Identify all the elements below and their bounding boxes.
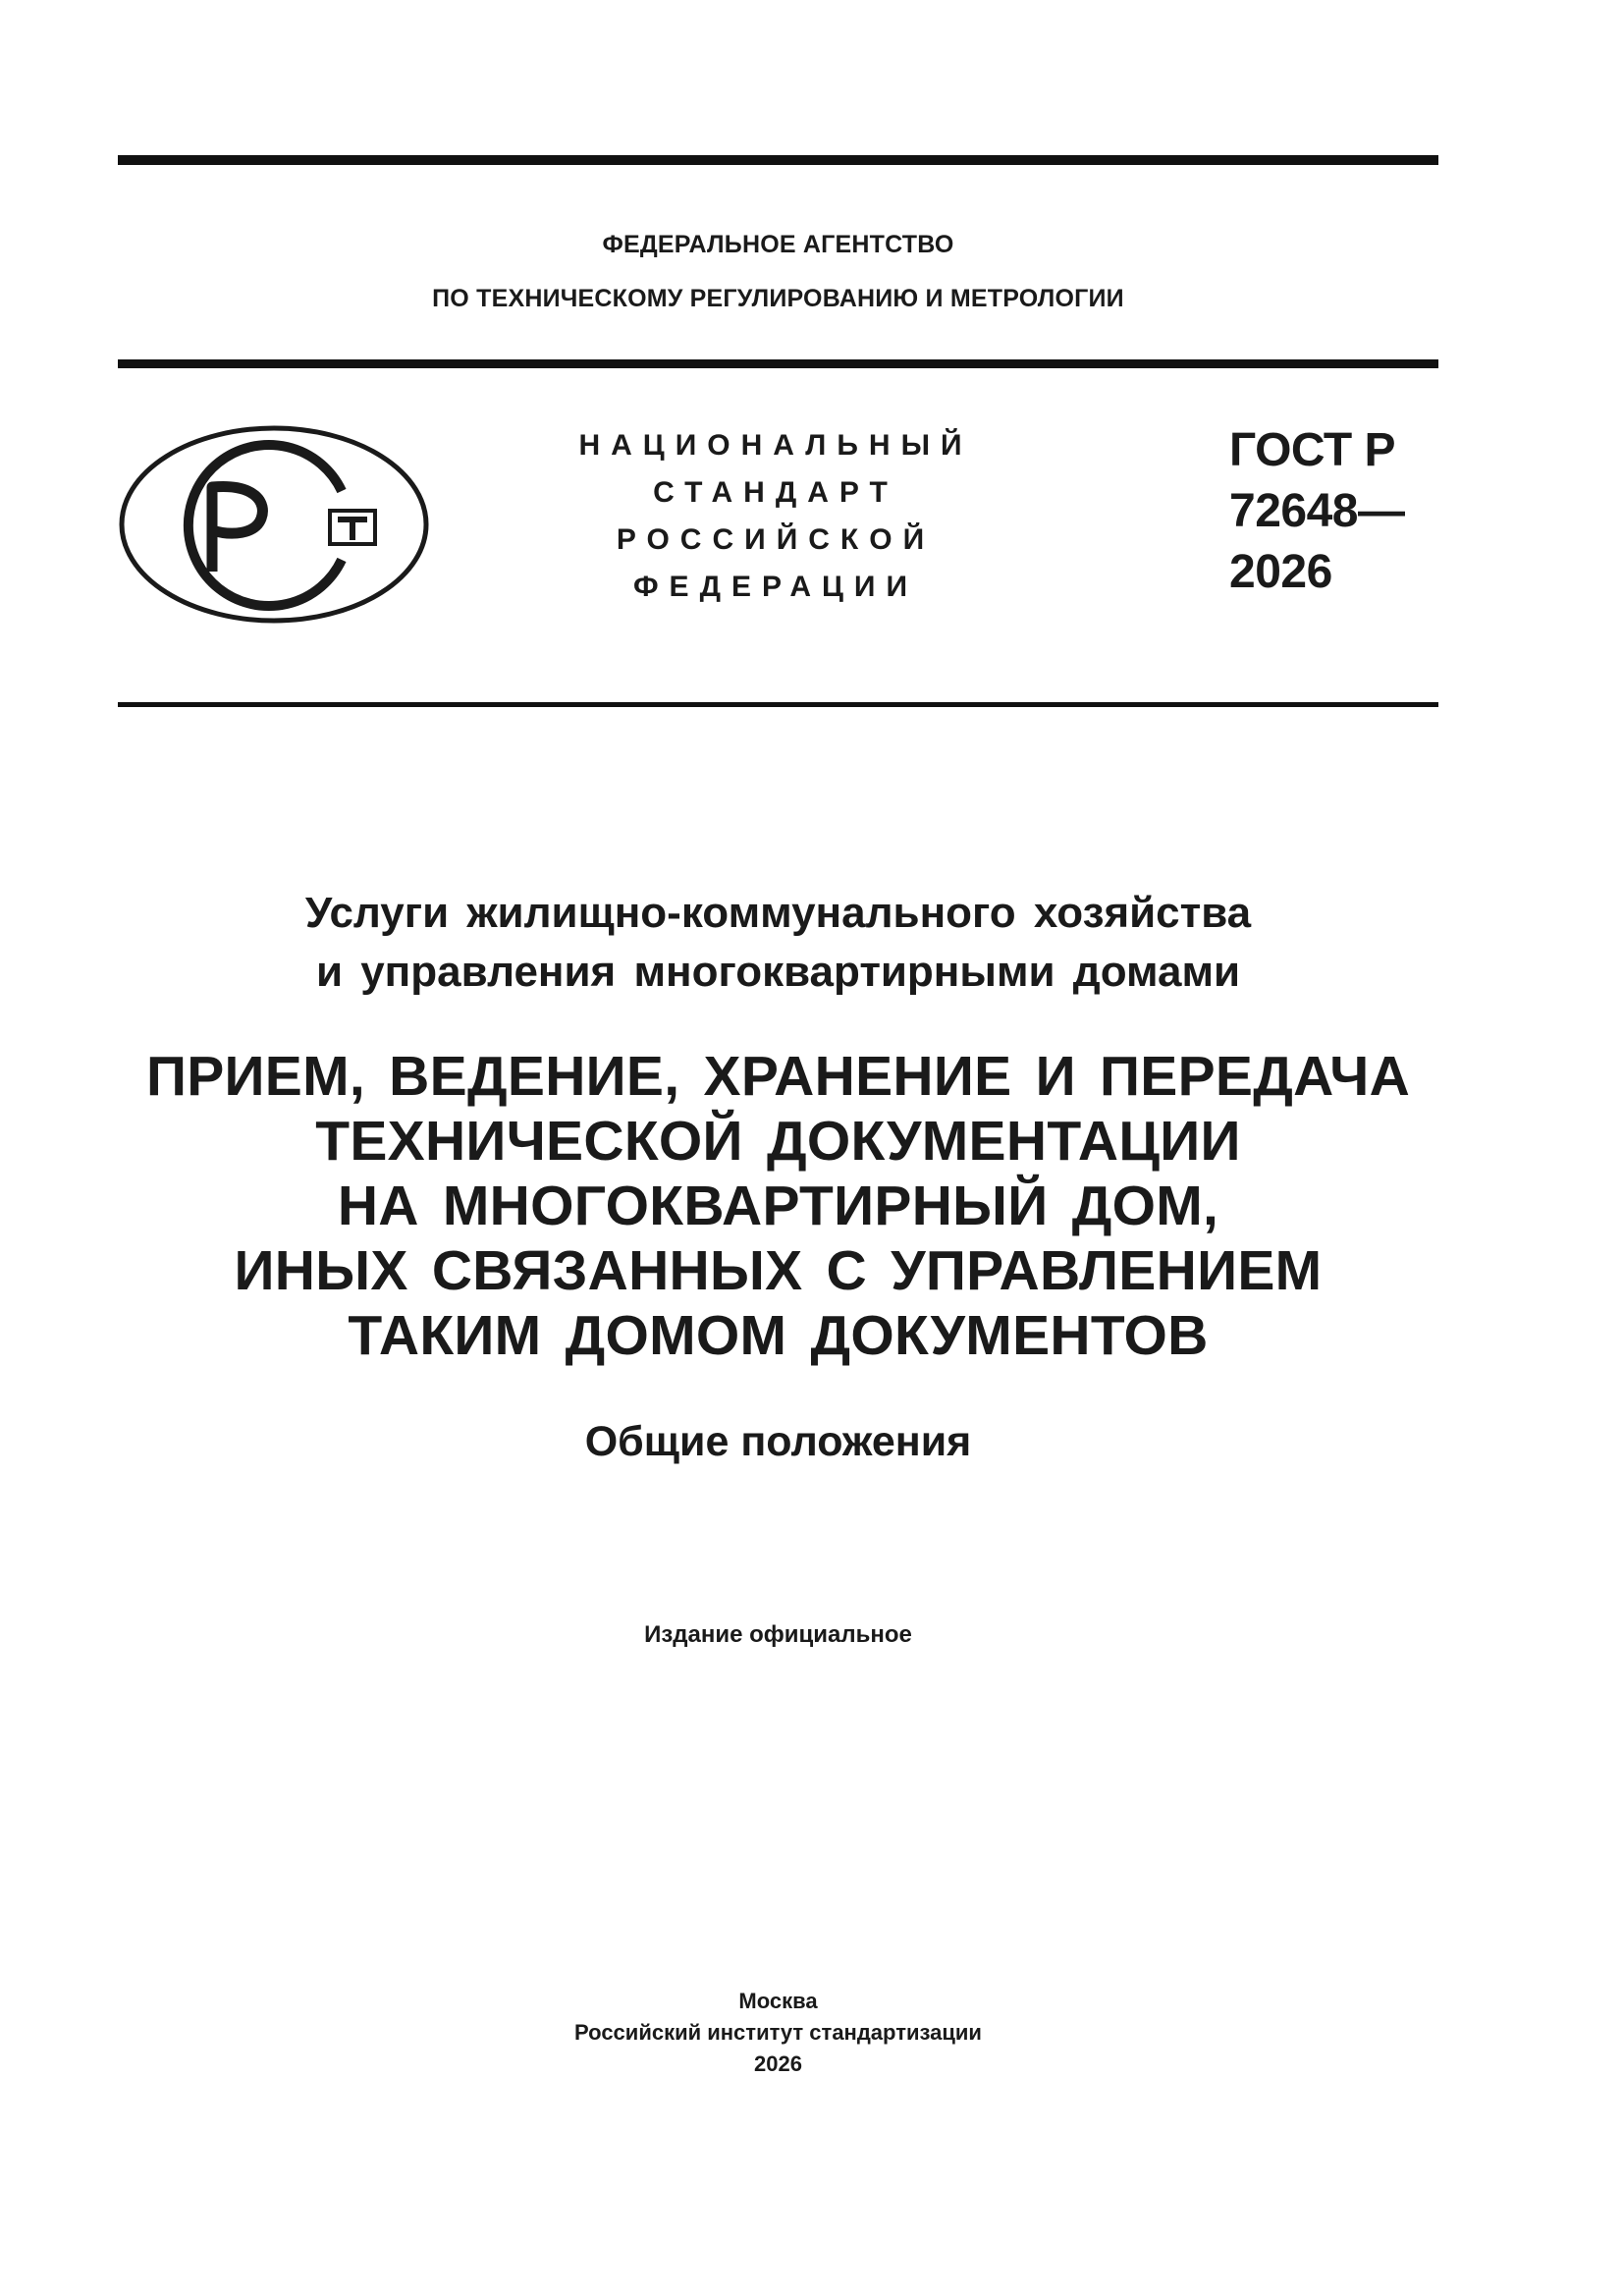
standard-type-line-2: СТАНДАРТ [653,476,898,509]
agency-line-2: ПО ТЕХНИЧЕСКОМУ РЕГУЛИРОВАНИЮ И МЕТРОЛОГИИ [432,285,1124,312]
title-line-1: ПРИЕМ, ВЕДЕНИЕ, ХРАНЕНИЕ И ПЕРЕДАЧА [145,1045,1411,1108]
top-rule [118,155,1438,165]
document-title [118,1044,1438,1368]
title-line-2: ТЕХНИЧЕСКОЙ ДОКУМЕНТАЦИИ [315,1110,1241,1173]
standard-designation [1229,420,1404,603]
imprint-city: Москва [738,1989,818,2013]
standard-type [550,422,1001,611]
bottom-rule [118,702,1438,707]
agency-name [118,218,1438,326]
series-title-line-1: Услуги жилищно-коммунального хозяйства [304,889,1252,937]
standard-type-line-1: НАЦИОНАЛЬНЫЙ [578,429,973,462]
edition-note: Издание официальное [644,1621,912,1648]
series-title [118,884,1438,1002]
standard-type-line-3: РОССИЙСКОЙ [616,523,936,556]
designation-line-3: 2026 [1229,546,1332,598]
title-line-5: ТАКИМ ДОМОМ ДОКУМЕНТОВ [348,1304,1209,1367]
title-line-4: ИНЫХ СВЯЗАННЫХ С УПРАВЛЕНИЕМ [234,1239,1323,1302]
title-line-3: НА МНОГОКВАРТИРНЫЙ ДОМ, [337,1175,1219,1237]
series-title-line-2: и управления многоквартирными домами [315,948,1241,996]
document-subtitle: Общие положения [584,1418,972,1465]
rst-emblem-icon [118,424,430,625]
middle-rule [118,359,1438,368]
designation-line-2: 72648— [1229,485,1405,537]
imprint [118,1986,1438,2080]
imprint-year: 2026 [754,2051,802,2076]
standard-type-line-4: ФЕДЕРАЦИИ [632,571,919,603]
imprint-publisher: Российский институт стандартизации [574,2020,982,2045]
designation-line-1: ГОСТ Р [1229,424,1396,476]
agency-line-1: ФЕДЕРАЛЬНОЕ АГЕНТСТВО [602,231,954,258]
